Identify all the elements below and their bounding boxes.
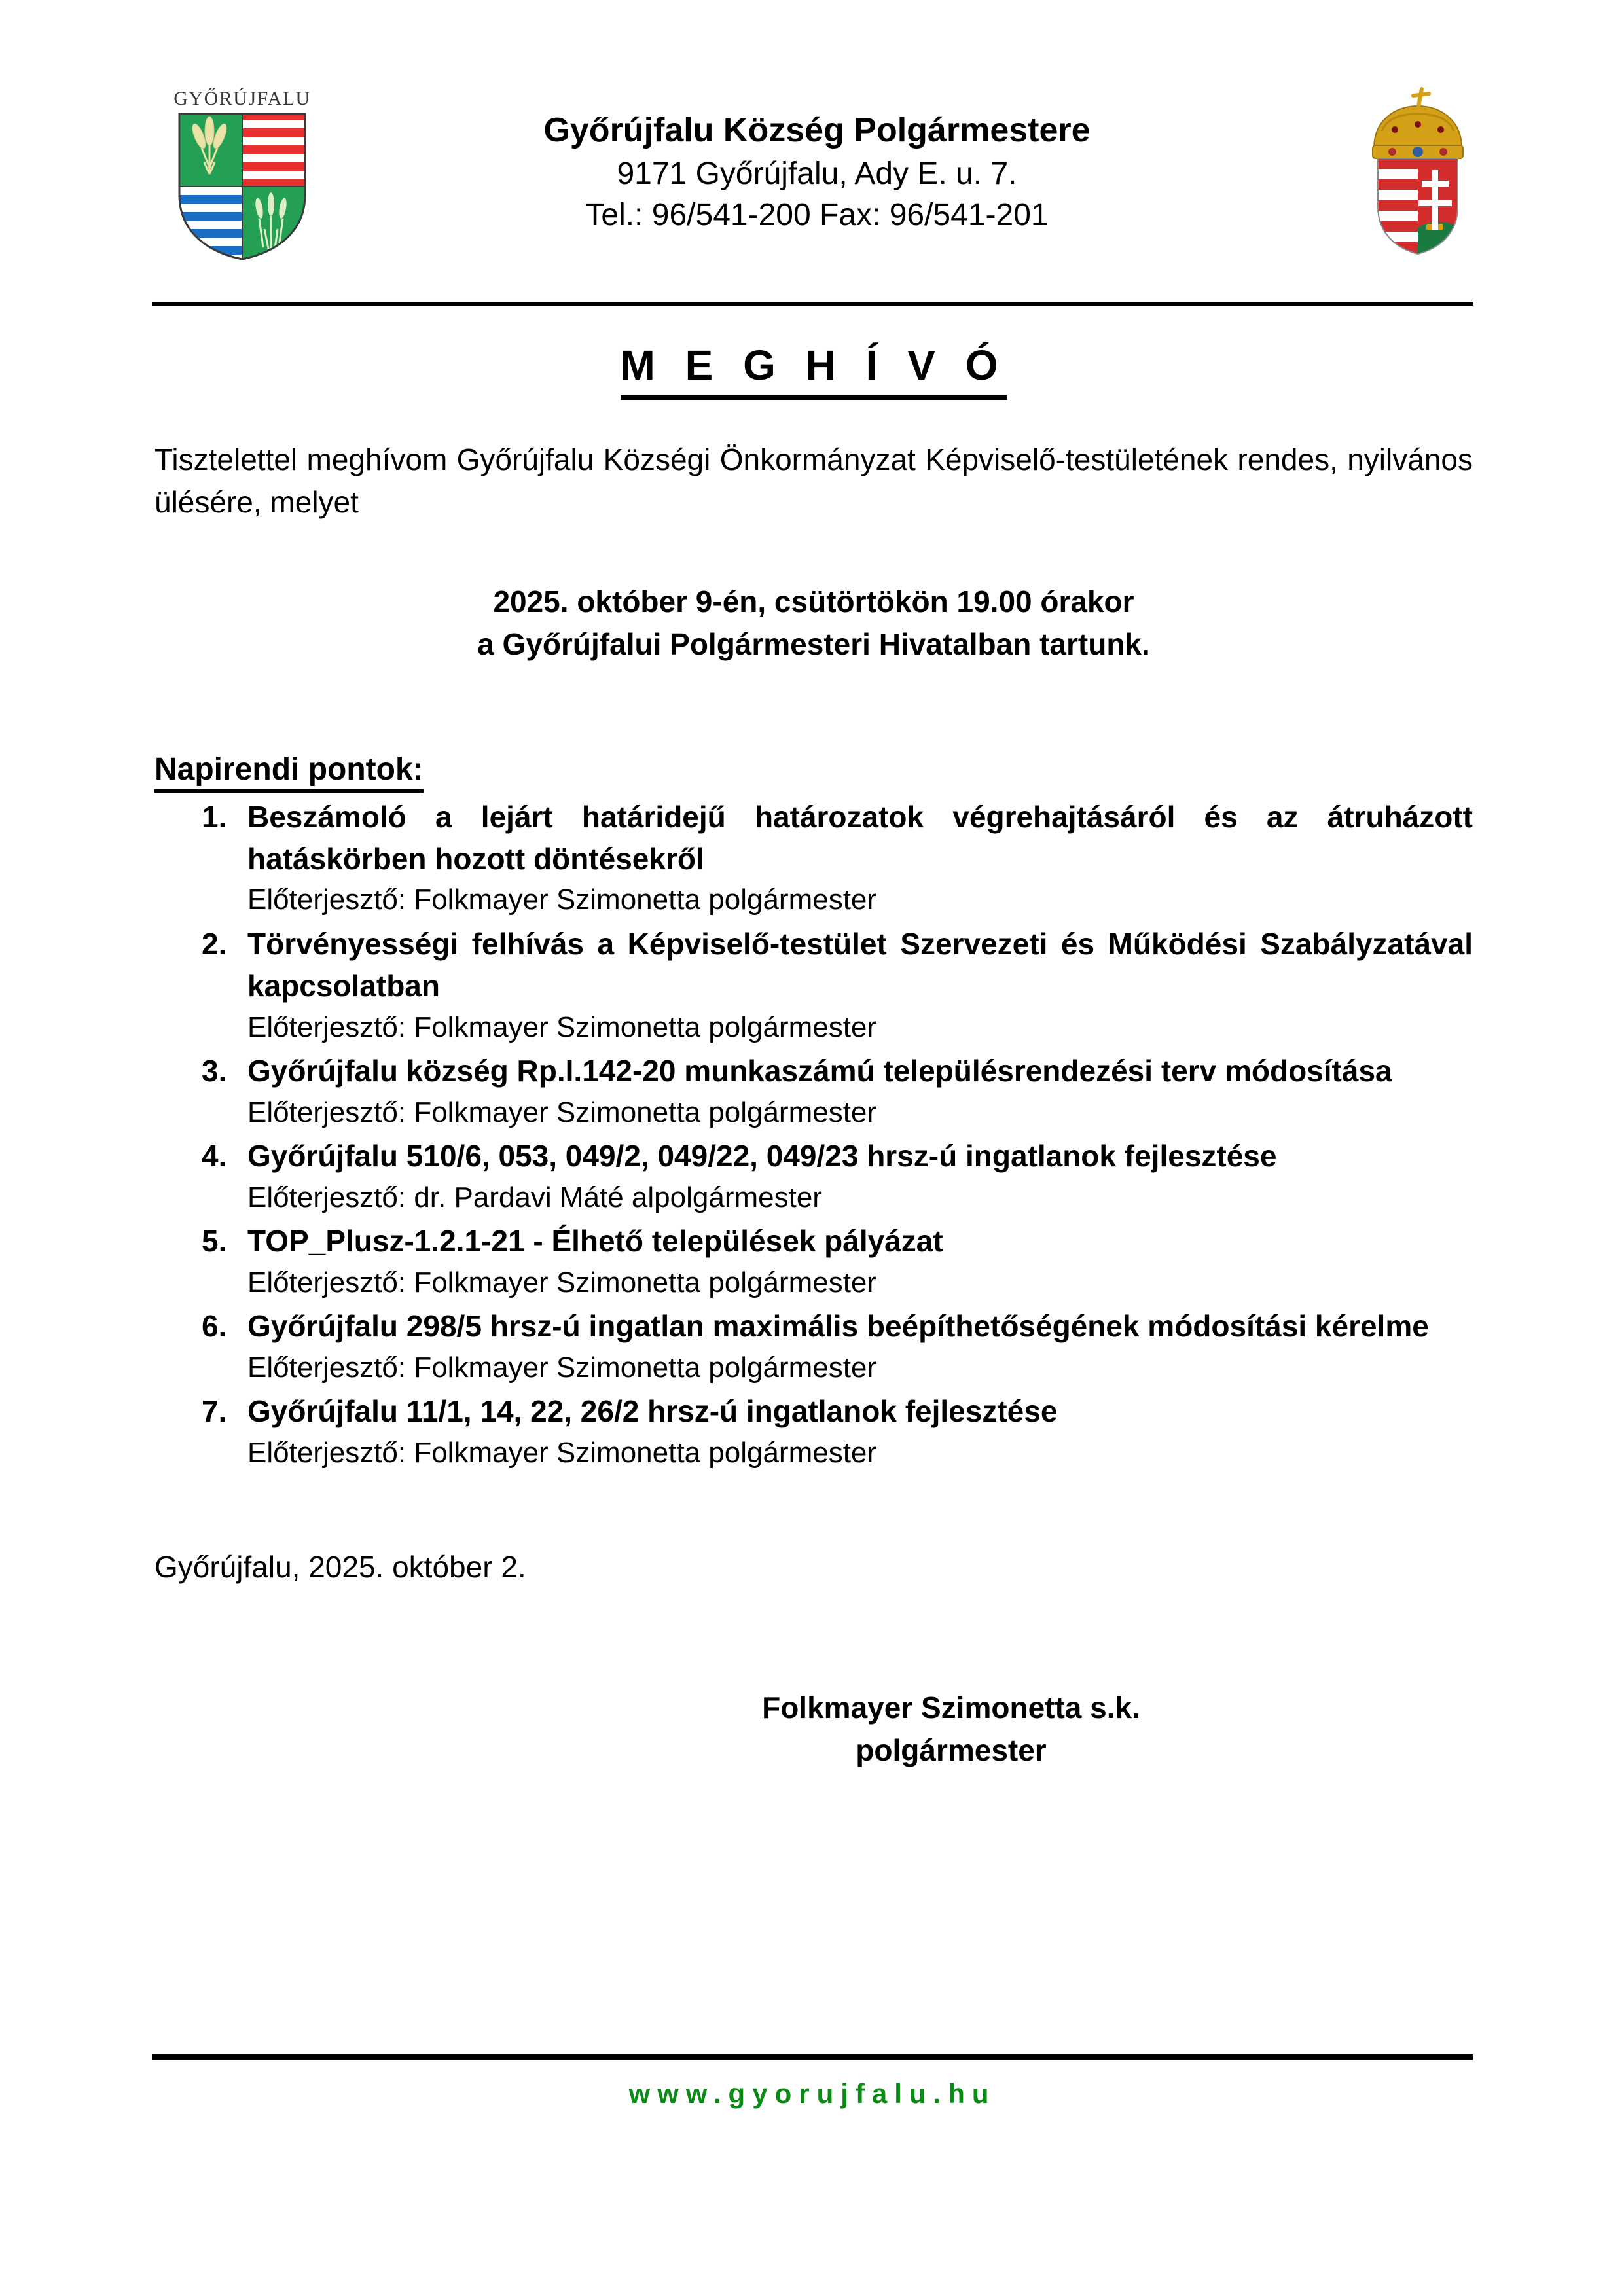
meeting-place: a Győrújfalui Polgármesteri Hivatalban tartunk. (477, 626, 1150, 661)
agenda-item-presenter: Előterjesztő: Folkmayer Szimonetta polgármester (247, 884, 877, 916)
invitation-intro: Tisztelettel meghívom Győrújfalu Községi Önkormányzat Képviselő-testületének rendes, nyilvános ülésére, melyet (154, 442, 1473, 520)
agenda-item-presenter: Előterjesztő: dr. Pardavi Máté alpolgármester (247, 1181, 822, 1213)
agenda-item (154, 1220, 1473, 1302)
agenda-item (154, 796, 1473, 920)
agenda-item (154, 1135, 1473, 1217)
municipal-coat-of-arms (134, 85, 350, 262)
agenda-item-presenter: Előterjesztő: Folkmayer Szimonetta polgármester (247, 1011, 877, 1043)
agenda-item-presenter: Előterjesztő: Folkmayer Szimonetta polgármester (247, 1351, 877, 1384)
agenda-item-title: Győrújfalu 11/1, 14, 22, 26/2 hrsz-ú ingatlanok fejlesztése (247, 1394, 1058, 1429)
agenda-item-title: Győrújfalu 298/5 hrsz-ú ingatlan maximális beépíthetőségének módosítási kérelme (247, 1309, 1429, 1344)
agenda-item-number: 6. (202, 1309, 227, 1344)
agenda-heading (154, 749, 1473, 790)
footer-website-link[interactable]: www.gyorujfalu.hu (628, 2078, 996, 2109)
gyorujfalu-shield-icon (177, 111, 308, 262)
letterhead (0, 85, 1624, 281)
agenda-item (154, 1305, 1473, 1388)
office-address: 9171 Győrújfalu, Ady E. u. 7. (617, 156, 1017, 191)
agenda-item (154, 1050, 1473, 1132)
agenda-item-presenter: Előterjesztő: Folkmayer Szimonetta polgármester (247, 1096, 877, 1128)
meeting-datetime: 2025. október 9-én, csütörtökön 19.00 órakor (493, 584, 1134, 619)
office-contact: Tel.: 96/541-200 Fax: 96/541-201 (585, 197, 1049, 232)
agenda-list (154, 796, 1473, 1473)
agenda-item-title: Győrújfalu 510/6, 053, 049/2, 049/22, 049/23 hrsz-ú ingatlanok fejlesztése (247, 1139, 1277, 1174)
agenda-item-title: Beszámoló a lejárt határidejű határozatok végrehajtásáról és az átruházott hatáskörben hozott döntésekről (247, 799, 1473, 876)
signature-block (154, 1687, 1473, 1772)
agenda-item-title: TOP_Plusz-1.2.1-21 - Élhető települések pályázat (247, 1224, 943, 1259)
municipal-crest-name: GYŐRÚJFALU (173, 88, 311, 109)
page-title-text: M E G H Í V Ó (621, 342, 1007, 400)
meeting-details (154, 581, 1473, 666)
agenda-item-number: 7. (202, 1394, 227, 1429)
agenda-item (154, 923, 1473, 1047)
office-title: Győrújfalu Község Polgármestere (543, 111, 1091, 149)
agenda-item-number: 2. (202, 927, 227, 961)
letterhead-text (324, 85, 1310, 236)
agenda-item-number: 5. (202, 1224, 227, 1259)
agenda-item-number: 1. (202, 799, 227, 834)
agenda-item (154, 1390, 1473, 1473)
place-and-date: Győrújfalu, 2025. október 2. (154, 1550, 526, 1585)
header-divider (152, 302, 1473, 306)
footer-divider (152, 2054, 1473, 2060)
holy-crown-icon (1373, 89, 1463, 158)
hungarian-coat-of-arms (1310, 85, 1526, 262)
agenda-item-number: 4. (202, 1139, 227, 1174)
agenda-item-title: Győrújfalu község Rp.I.142-20 munkaszámú településrendezési terv módosítása (247, 1054, 1392, 1088)
document-body (154, 327, 1473, 1772)
page-title (154, 339, 1473, 391)
agenda-item-presenter: Előterjesztő: Folkmayer Szimonetta polgármester (247, 1436, 877, 1469)
signature-role: polgármester (856, 1733, 1047, 1768)
agenda-item-number: 3. (202, 1054, 227, 1088)
signature-name: Folkmayer Szimonetta s.k. (762, 1690, 1140, 1725)
agenda-heading-text: Napirendi pontok: (154, 752, 424, 793)
agenda-item-presenter: Előterjesztő: Folkmayer Szimonetta polgármester (247, 1266, 877, 1299)
agenda-item-title: Törvényességi felhívás a Képviselő-testület Szervezeti és Működési Szabályzatával kapcsolatban (247, 927, 1473, 1003)
hungary-crest-icon (1356, 85, 1480, 262)
